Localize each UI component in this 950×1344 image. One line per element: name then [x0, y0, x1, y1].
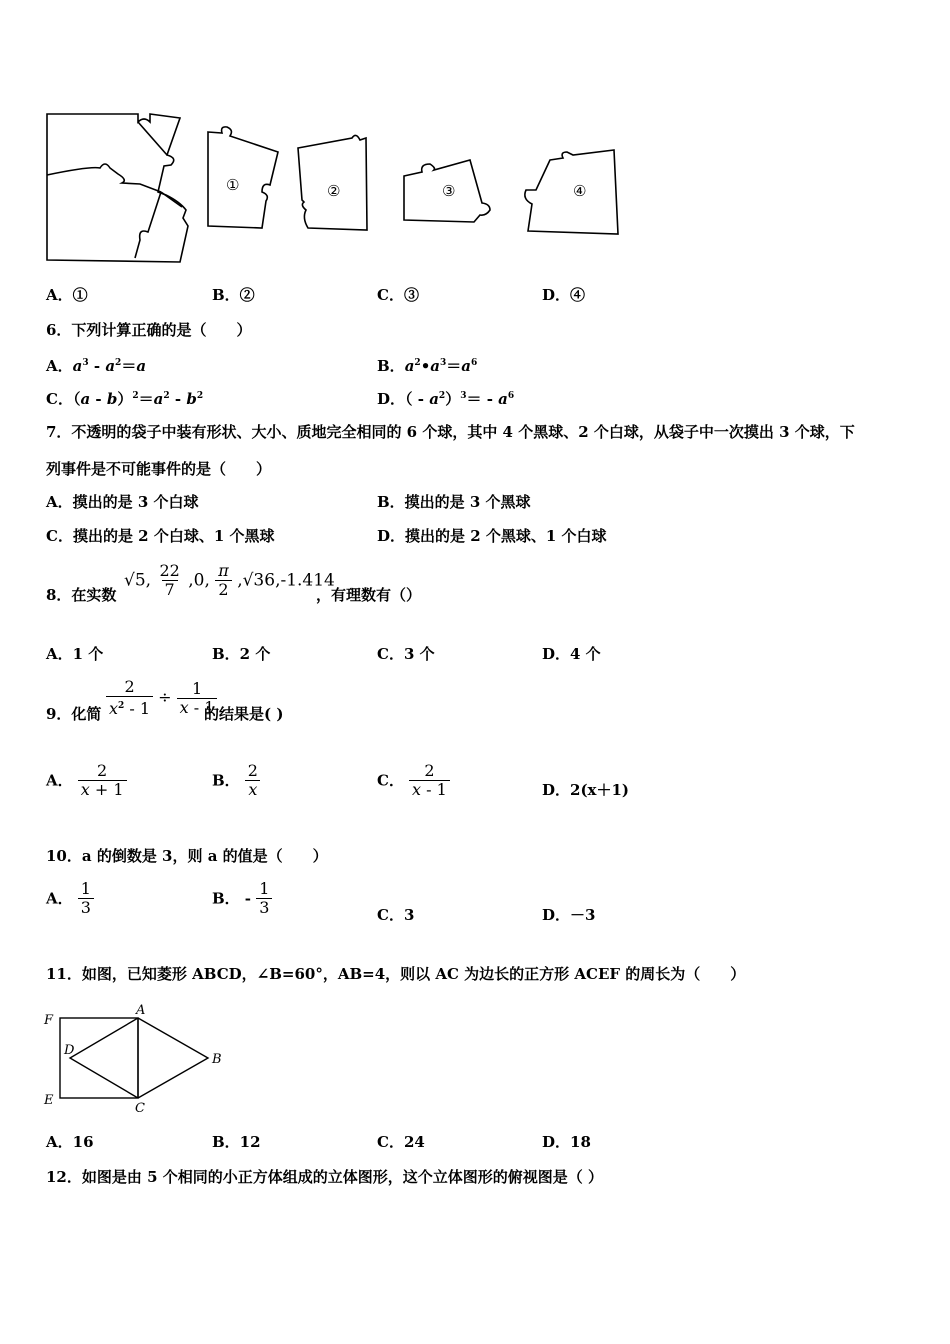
q6-stem: 6．下列计算正确的是（ ） — [46, 321, 252, 339]
q9-option-d[interactable] — [542, 780, 629, 800]
q8-number-list: √5, $\frac{22}{7}$ ,0, $\frac{\pi}{2}$ ,√36,-1.414 — [124, 561, 335, 599]
piece-2-label: ② — [327, 182, 341, 200]
q8-option-a[interactable]: A．1 个 — [46, 645, 104, 663]
q10-option-d[interactable]: D．－3 — [542, 906, 596, 924]
q6-option-b-label: B． — [377, 357, 405, 375]
q9-expression: $\frac{2}{x^2 - 1}$ ÷ $\frac{1}{x - 1}$ — [106, 678, 217, 718]
q11-option-c[interactable]: C．24 — [377, 1133, 425, 1151]
q11-option-b[interactable]: B．12 — [212, 1133, 261, 1151]
q9-option-b[interactable]: B． $\frac{2}{x}$ — [212, 762, 261, 799]
piece-3-label: ③ — [442, 182, 456, 200]
q10-stem: 10．a 的倒数是 3，则 a 的值是（ ） — [46, 847, 328, 865]
q6-option-d-label: D． — [377, 390, 406, 408]
label-c: C — [135, 1101, 145, 1116]
q9-option-b-label: B． — [212, 771, 240, 790]
q8-option-b[interactable]: B．2 个 — [212, 645, 271, 663]
q7-option-b[interactable]: B．摸出的是 3 个黑球 — [377, 493, 531, 511]
q5-option-a[interactable]: A．① — [46, 286, 88, 304]
q8-stem-prefix: 8．在实数 — [46, 586, 117, 604]
label-b: B — [212, 1052, 222, 1067]
label-f: F — [44, 1013, 54, 1028]
label-d: D — [64, 1043, 75, 1058]
q7-stem-line2: 列事件是不可能事件的是（ ） — [46, 460, 272, 478]
label-e: E — [44, 1093, 54, 1108]
q7-option-c[interactable]: C．摸出的是 2 个白球、1 个黑球 — [46, 527, 275, 545]
q10-option-c[interactable]: C．3 — [377, 906, 415, 924]
q7-option-a[interactable]: A．摸出的是 3 个白球 — [46, 493, 199, 511]
rhombus-square-figure — [40, 1000, 230, 1118]
q8-number-tail: ,-1.414 — [275, 570, 335, 591]
q10-option-b[interactable]: B． - $\frac{1}{3}$ — [212, 880, 272, 917]
q9-option-a[interactable]: A． $\frac{2}{x + 1}$ — [46, 762, 127, 799]
piece-4-label: ④ — [573, 182, 587, 200]
q6-option-b[interactable]: B．$a^2•a^3=a^6$ — [377, 357, 478, 375]
piece-1-label: ① — [226, 176, 240, 194]
q8-option-d[interactable]: D．4 个 — [542, 645, 601, 663]
q11-option-d[interactable]: D．18 — [542, 1133, 591, 1151]
q6-option-a-label: A． — [46, 357, 73, 375]
puzzle-figure — [40, 100, 630, 270]
q9-option-a-label: A． — [46, 771, 73, 790]
q7-stem-line1: 7．不透明的袋子中装有形状、大小、质地完全相同的 6 个球，其中 4 个黑球、2 个白球，从袋子中一次摸出 3 个球，下 — [46, 423, 855, 441]
q11-option-a[interactable]: A．16 — [46, 1133, 94, 1151]
q10-option-b-label: B． — [212, 889, 240, 908]
q6-option-a[interactable]: A．$a^3 - a^2=a$ — [46, 357, 147, 375]
q5-option-d[interactable]: D．④ — [542, 286, 586, 304]
q10-option-a-label: A． — [46, 889, 73, 908]
label-a: A — [136, 1003, 146, 1018]
q9-option-c-label: C． — [377, 771, 404, 790]
q8-stem-suffix: ，有理数有（） — [316, 586, 422, 604]
q5-option-c[interactable]: C．③ — [377, 286, 419, 304]
q11-stem: 11．如图，已知菱形 ABCD，∠B=60°，AB=4，则以 AC 为边长的正方形 ACEF 的周长为（ ） — [46, 965, 746, 983]
q8-option-c[interactable]: C．3 个 — [377, 645, 435, 663]
q6-option-c[interactable]: C．$(a - b)^2=a^2 - b^2$ — [46, 390, 204, 408]
q9-option-d-label: D． — [542, 781, 571, 799]
q10-option-a[interactable]: A． $\frac{1}{3}$ — [46, 880, 94, 917]
q5-option-b[interactable]: B．② — [212, 286, 255, 304]
q6-option-d[interactable]: D．（ - $a^2)^3= - a^6$ — [377, 390, 515, 408]
q9-stem-prefix: 9．化简 — [46, 705, 102, 723]
q9-stem-suffix: 的结果是( ) — [204, 705, 284, 723]
q12-stem: 12．如图是由 5 个相同的小正方体组成的立体图形，这个立体图形的俯视图是（ ） — [46, 1168, 603, 1186]
q9-option-d-text: 2(x＋1) — [570, 781, 630, 799]
q6-option-c-label: C． — [46, 390, 73, 408]
q9-option-c[interactable]: C． $\frac{2}{x - 1}$ — [377, 762, 450, 799]
q7-option-d[interactable]: D．摸出的是 2 个黑球、1 个白球 — [377, 527, 607, 545]
